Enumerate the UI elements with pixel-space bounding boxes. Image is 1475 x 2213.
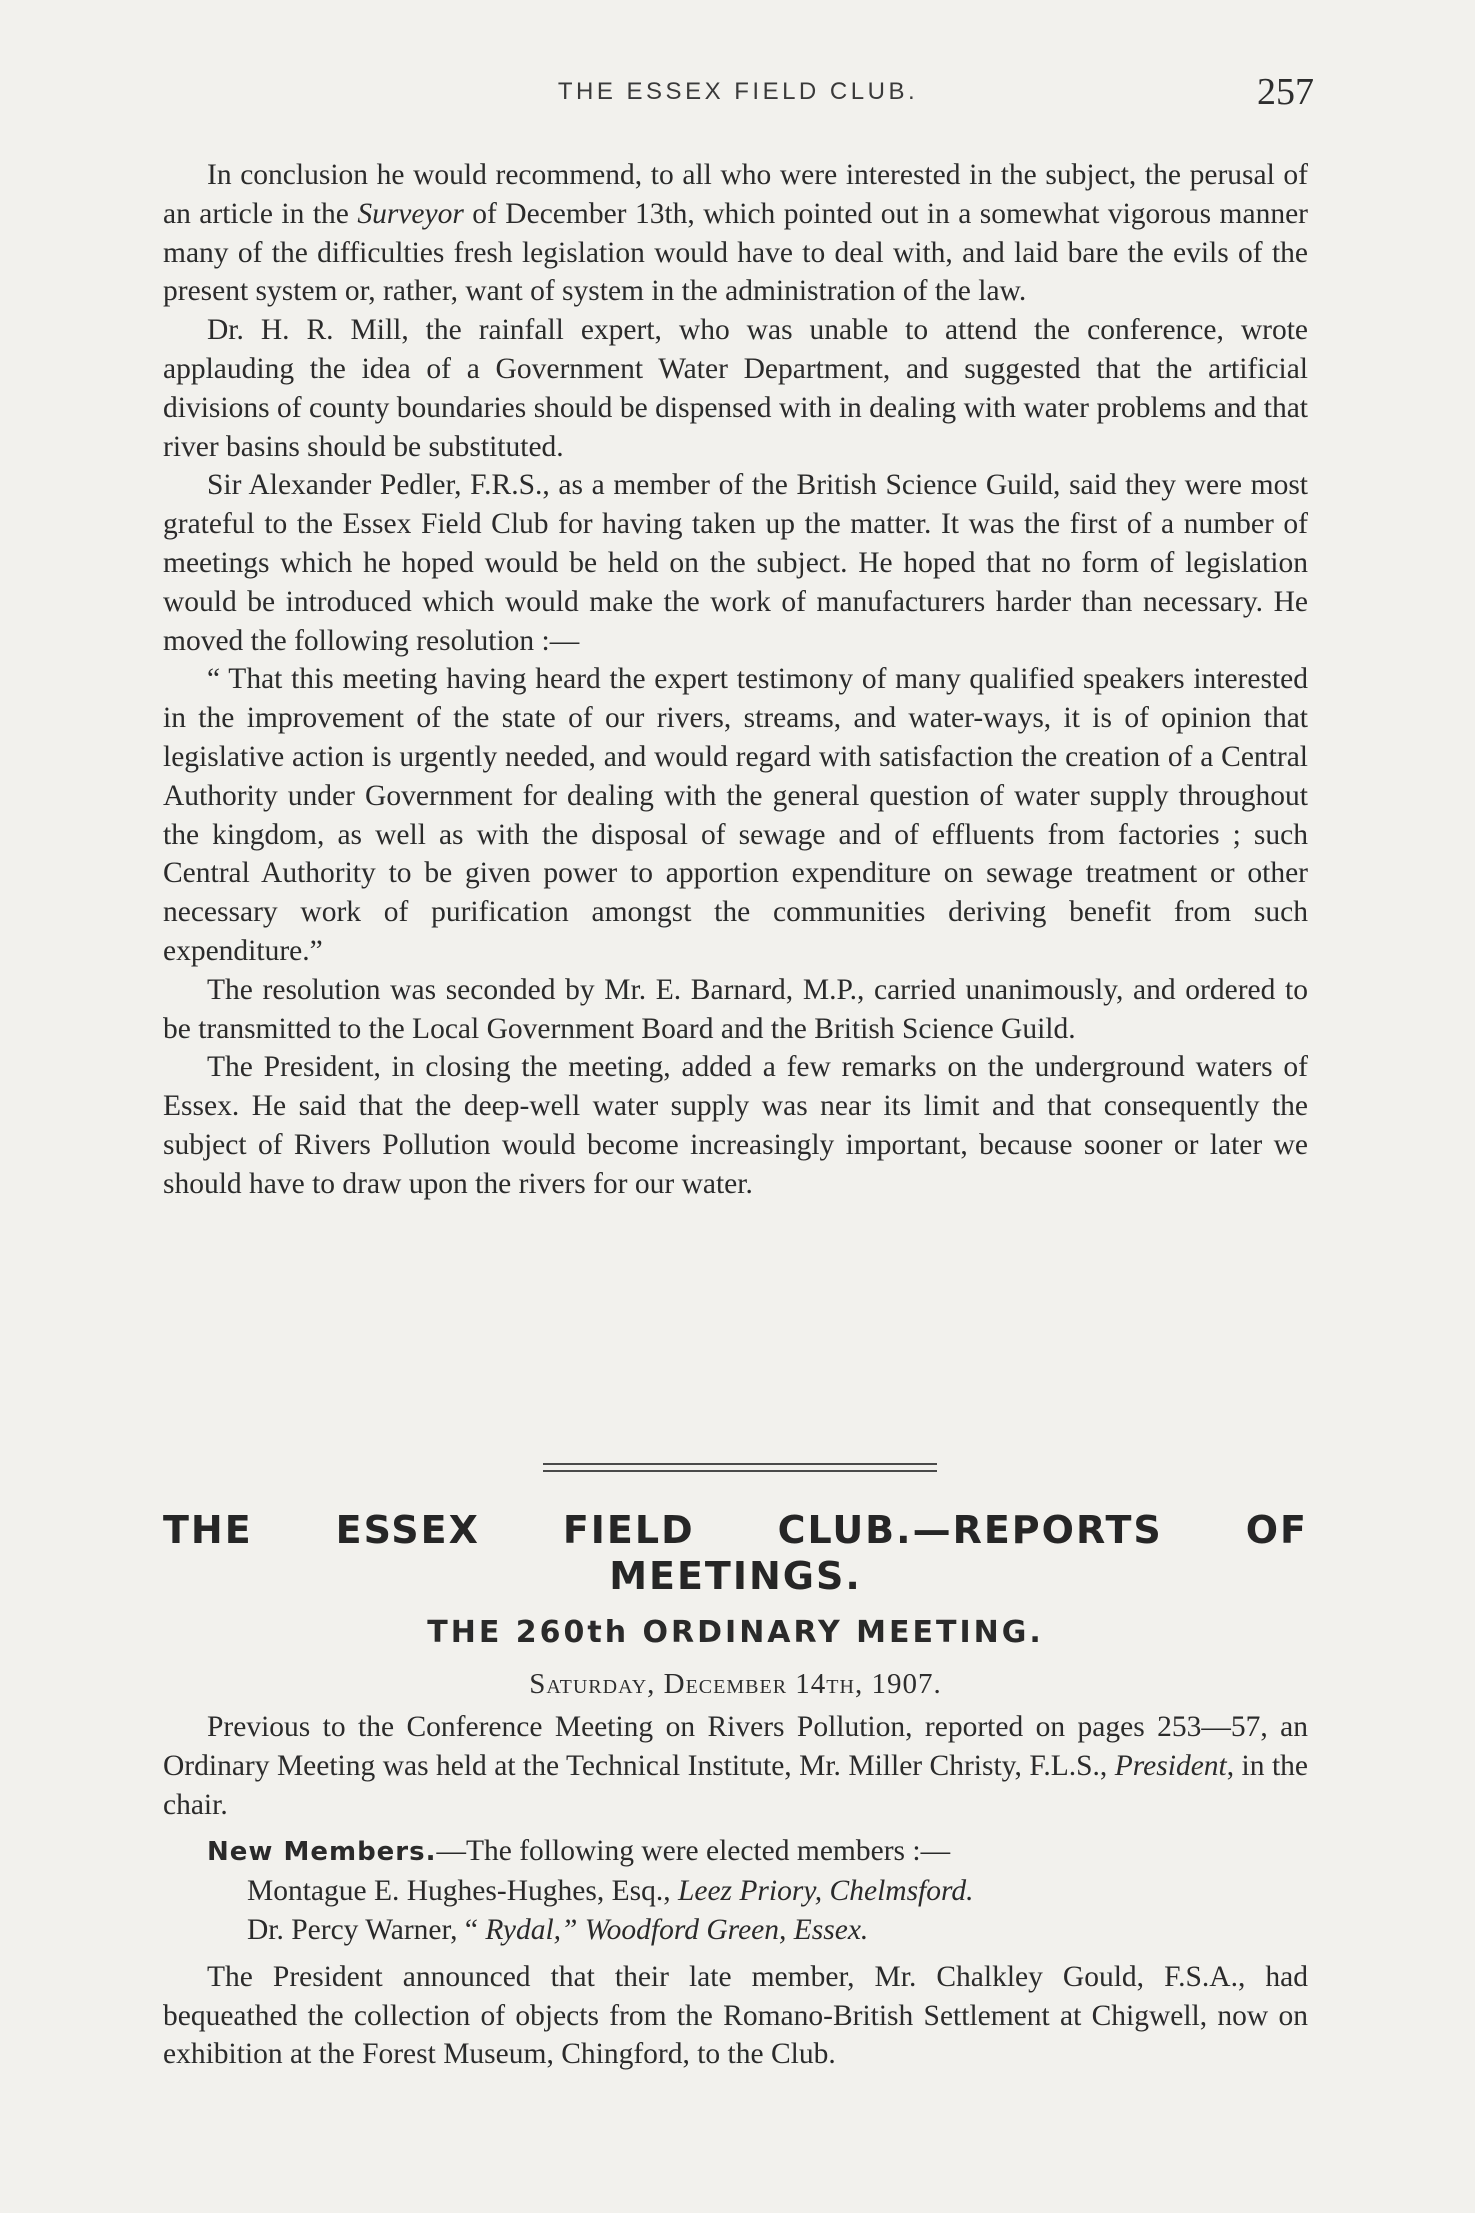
paragraph-president-closing: The President, in closing the meeting, added a few remarks on the underground waters of Essex. He said that the deep-well water supply was near its limit and that consequently the subject of Rivers Pollution would become increasingly important, because sooner or later we should have to draw upon the rivers for our water.	[163, 1051, 1308, 1200]
paragraph-dr-mill: Dr. H. R. Mill, the rainfall expert, who was unable to attend the conference, wrote applauding the idea of a Government Water Department, and suggested that the artificial divisions of county boundaries should be dispensed with in dealing with water problems and that river basins should be substituted.	[163, 314, 1308, 463]
paragraph-text: Previous to the Conference Meeting on Rivers Pollution, reported on pages 253—57, an Ordinary Meeting was held at the Technical Institute, Mr. Miller Christy, F.L.S.,	[163, 1711, 1308, 1782]
running-head	[162, 70, 1314, 120]
italic-president: President	[1114, 1749, 1227, 1782]
paragraph-seconded: The resolution was seconded by Mr. E. Barnard, M.P., carried unanimously, and ordered to be transmitted to the Local Government Board and the British Science Guild.	[163, 973, 1308, 1045]
paragraph-meeting-intro	[163, 1708, 1308, 1824]
new-members-text: —The following were elected members :—	[436, 1835, 951, 1868]
section-heading-line1: THE ESSEX FIELD CLUB.—REPORTS OF	[163, 1508, 1308, 1552]
paragraph-text: In conclusion he would recommend, to all who were interested in the subject, the perusal of an article in the	[163, 159, 1308, 230]
page-number: 257	[1257, 71, 1314, 113]
meeting-date: Saturday, December 14th, 1907.	[529, 1668, 942, 1700]
paragraph-resolution: “ That this meeting having heard the expert testimony of many qualified speakers interested in the improvement of the state of our rivers, streams, and water-ways, it is of opinion that legislative action is urgently needed, and would regard with satisfaction the creation of a Central Authority under Government for dealing with the general question of water supply throughout the kingdom, as well as with the disposal of sewage and of effluents from factories ; such Central Authority to be given power to apportion expenditure on sewage treatment or other necessary work of purification amongst the communities deriving benefit from such expenditure.”	[163, 663, 1308, 967]
member-name: Montague E. Hughes-Hughes, Esq.,	[247, 1875, 678, 1908]
body-text-bottom	[163, 1708, 1308, 2074]
paragraph-text: of December 13th, which pointed out in a somewhat vigorous manner many of the difficulties fresh legislation would have to deal with, and laid bare the evils of the present system or, rather, want of system in the administration of the law.	[163, 197, 1308, 308]
member-address: Rydal,” Woodford Green, Essex.	[485, 1913, 869, 1946]
member-entry	[163, 1911, 1308, 1950]
member-address: Leez Priory, Chelmsford.	[677, 1875, 974, 1908]
paragraph-sir-alexander: Sir Alexander Pedler, F.R.S., as a member of the British Science Guild, said they were most grateful to the Essex Field Club for having taken up the matter. It was the first of a number of meetings which he hoped would be held on the subject. He hoped that no form of legislation would be introduced which would make the work of manufacturers harder than necessary. He moved the following resolution :—	[163, 469, 1308, 657]
paragraph-bequest: The President announced that their late member, Mr. Chalkley Gould, F.S.A., had bequeathed the collection of objects from the Romano-British Settlement at Chigwell, now on exhibition at the Forest Museum, Chingford, to the Club.	[163, 1960, 1308, 2071]
member-name: Dr. Percy Warner, “	[247, 1913, 486, 1946]
paragraph-text: , in the chair.	[163, 1749, 1308, 1821]
rule-line	[543, 1463, 937, 1465]
section-heading-line2: MEETINGS.	[609, 1554, 862, 1598]
rule-line	[543, 1470, 937, 1472]
new-members-heading	[163, 1832, 1308, 1872]
body-text-top	[163, 156, 1308, 1204]
member-entry	[163, 1872, 1308, 1911]
meeting-title: THE 260th ORDINARY MEETING.	[427, 1615, 1044, 1650]
section-heading	[163, 1507, 1308, 1599]
paragraph-conclusion	[163, 156, 1308, 311]
italic-surveyor: Surveyor	[357, 197, 464, 230]
double-rule-divider	[0, 1463, 1475, 1475]
running-title: THE ESSEX FIELD CLUB.	[557, 78, 919, 105]
new-members-label: New Members.	[207, 1837, 437, 1868]
